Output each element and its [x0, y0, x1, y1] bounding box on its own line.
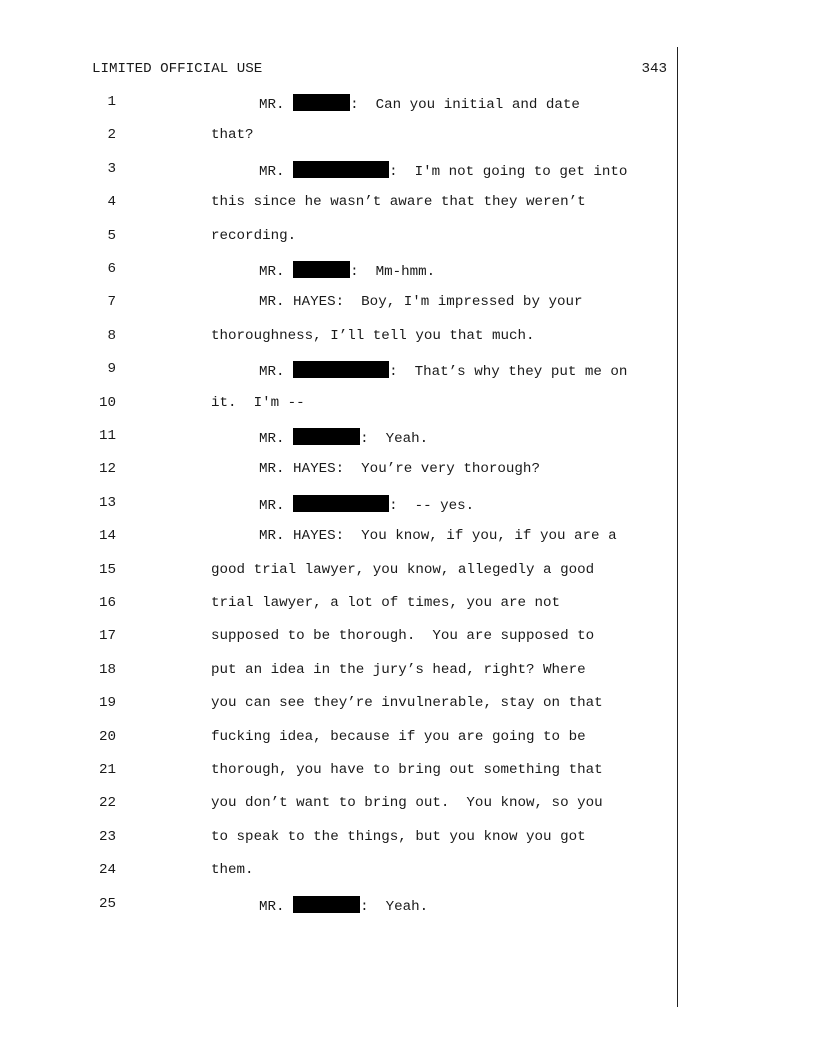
- transcript-line: [0, 562, 677, 582]
- transcript-line: [0, 762, 677, 782]
- speaker-line: [259, 161, 627, 180]
- transcript-line: [0, 729, 677, 749]
- line-number: 18: [98, 661, 116, 678]
- speaker-line: [259, 428, 428, 447]
- line-text: : -- yes.: [389, 497, 475, 514]
- line-text: : I'm not going to get into: [389, 163, 628, 180]
- line-text: you can see they’re invulnerable, stay on that: [211, 695, 603, 712]
- transcript-line: [0, 228, 677, 248]
- line-text: them.: [211, 862, 254, 879]
- line-number: 23: [98, 828, 116, 845]
- transcript-line: [0, 795, 677, 815]
- line-number: 1: [107, 94, 116, 110]
- right-margin-rule: [677, 47, 678, 1007]
- transcript-line: [0, 294, 677, 314]
- speaker-label: MR. HAYES: [259, 461, 336, 478]
- line-text: trial lawyer, a lot of times, you are not: [211, 595, 561, 611]
- line-number: 25: [98, 895, 116, 912]
- redaction-box: [293, 361, 389, 378]
- transcript-line: [0, 328, 677, 348]
- line-text: supposed to be thorough. You are supposed to: [211, 628, 595, 645]
- line-number: 10: [98, 394, 116, 411]
- transcript-line: [0, 261, 677, 281]
- line-number: 14: [98, 528, 116, 545]
- line-text: that?: [211, 127, 254, 144]
- transcript-line: [0, 628, 677, 648]
- line-text: to speak to the things, but you know you got: [211, 828, 586, 845]
- transcript-line: [0, 428, 677, 448]
- line-number: 17: [98, 628, 116, 645]
- line-text: this since he wasn’t aware that they weren’t: [211, 194, 586, 211]
- line-text: put an idea in the jury’s head, right? Where: [211, 661, 586, 678]
- transcript-line: [0, 361, 677, 381]
- speaker-line: [259, 495, 474, 514]
- redaction-box: [293, 94, 350, 111]
- line-number: 21: [98, 762, 116, 778]
- transcript-line: [0, 161, 677, 181]
- speaker-label: MR.: [259, 898, 294, 915]
- transcript-line: [0, 127, 677, 147]
- speaker-label: MR. HAYES: [259, 528, 336, 545]
- line-text: : Yeah.: [360, 898, 429, 915]
- speaker-line: [259, 261, 435, 280]
- line-number: 16: [98, 595, 116, 611]
- line-text: : Yeah.: [360, 431, 429, 447]
- line-number: 22: [98, 795, 116, 812]
- redaction-box: [293, 896, 360, 913]
- transcript-line: [0, 528, 677, 548]
- speaker-line: [259, 294, 583, 310]
- speaker-line: [259, 461, 540, 477]
- line-text: : That’s why they put me on: [389, 364, 628, 381]
- redaction-box: [293, 161, 389, 178]
- line-text: thoroughness, I’ll tell you that much.: [211, 327, 535, 344]
- line-number: 3: [107, 160, 116, 177]
- transcript-line: [0, 595, 677, 615]
- speaker-line: [259, 528, 617, 544]
- transcript-line: [0, 495, 677, 515]
- transcript-line: [0, 862, 677, 882]
- line-text: thorough, you have to bring out something that: [211, 762, 603, 778]
- line-text: : Can you initial and date: [350, 97, 580, 113]
- transcript-line: [0, 695, 677, 715]
- speaker-line: [259, 94, 580, 113]
- speaker-label: MR. HAYES: [259, 294, 336, 311]
- line-text: fucking idea, because if you are going to be: [211, 728, 586, 745]
- line-text: : You know, if you, if you are a: [335, 528, 617, 545]
- redaction-box: [293, 261, 350, 278]
- speaker-label: MR.: [259, 97, 294, 113]
- line-number: 11: [98, 428, 116, 444]
- line-text: good trial lawyer, you know, allegedly a good: [211, 561, 595, 578]
- speaker-label: MR.: [259, 497, 294, 514]
- transcript-line: [0, 829, 677, 849]
- transcript-line: [0, 461, 677, 481]
- transcript-line: [0, 395, 677, 415]
- speaker-label: MR.: [259, 364, 294, 381]
- line-number: 15: [98, 561, 116, 578]
- redaction-box: [293, 495, 389, 512]
- line-number: 4: [107, 194, 116, 211]
- classification-header: LIMITED OFFICIAL USE: [92, 61, 263, 77]
- line-text: it. I'm --: [211, 394, 305, 411]
- line-number: 20: [98, 728, 116, 745]
- transcript-line: [0, 94, 677, 114]
- line-number: 7: [107, 294, 116, 311]
- speaker-label: MR.: [259, 431, 294, 447]
- speaker-line: [259, 361, 627, 380]
- line-text: you don’t want to bring out. You know, so you: [211, 795, 603, 812]
- line-number: 19: [98, 695, 116, 712]
- speaker-label: MR.: [259, 264, 294, 280]
- transcript-line: [0, 896, 677, 916]
- line-number: 6: [107, 261, 116, 277]
- redaction-box: [293, 428, 360, 445]
- line-number: 24: [98, 862, 116, 879]
- transcript-line: [0, 194, 677, 214]
- speaker-label: MR.: [259, 163, 294, 180]
- line-number: 13: [98, 494, 116, 511]
- line-number: 5: [107, 227, 116, 244]
- line-text: : Mm-hmm.: [350, 264, 436, 280]
- speaker-line: [259, 896, 428, 915]
- page-number: 343: [641, 61, 667, 77]
- line-text: : Boy, I'm impressed by your: [335, 294, 583, 311]
- line-text: recording.: [211, 227, 297, 244]
- line-number: 2: [107, 127, 116, 144]
- line-text: : You’re very thorough?: [335, 461, 540, 478]
- transcript-line: [0, 662, 677, 682]
- line-number: 8: [107, 327, 116, 344]
- line-number: 12: [98, 461, 116, 478]
- line-number: 9: [107, 361, 116, 378]
